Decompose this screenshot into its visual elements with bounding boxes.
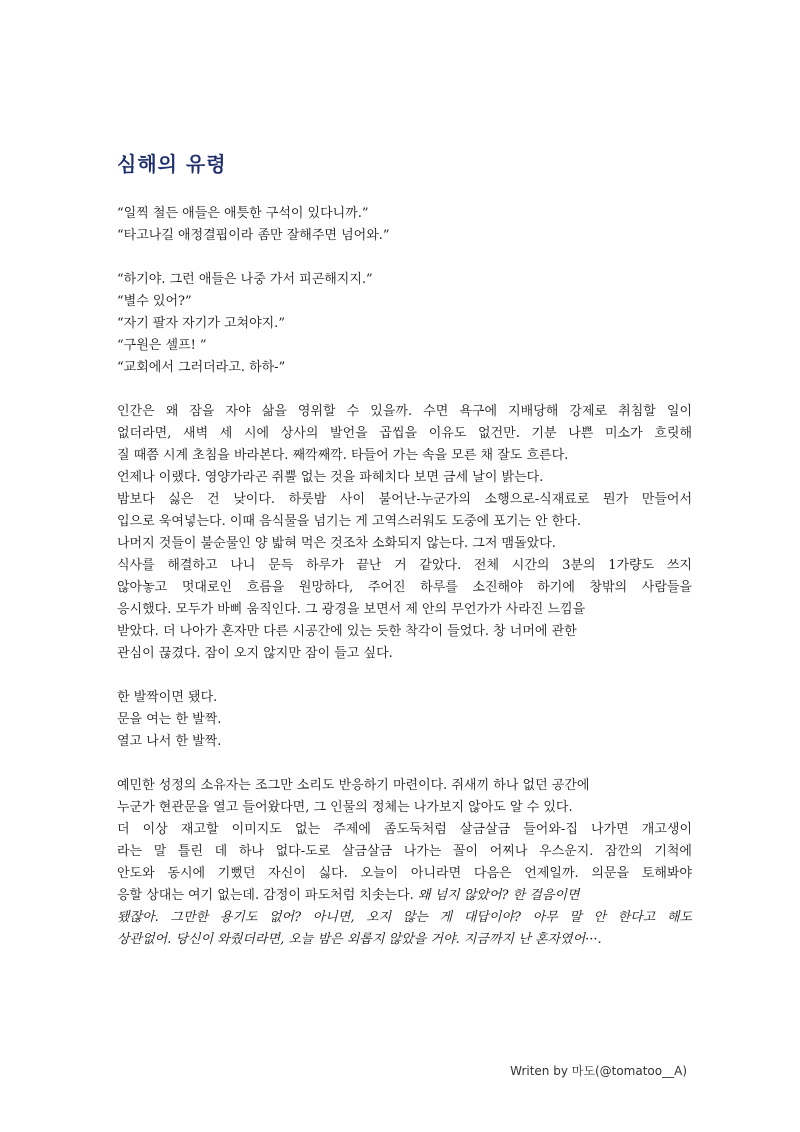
text-line: 밤보다 싫은 건 낮이다. 하룻밤 사이 불어난-누군가의 소행으로-식재료로 뭔가 만들어서 [117, 492, 692, 507]
text-line: 인간은 왜 잠을 자야 삶을 영위할 수 있을까. 수면 욕구에 지배당해 강제로 취침할 일이 [117, 404, 692, 419]
text-line: 언제나 이랬다. 영양가라곤 쥐뿔 없는 것을 파헤치다 보면 금세 날이 밝는다. [117, 470, 544, 485]
italic-text-line: 됐잖아. 그만한 용기도 없어? 아니면, 오지 않는 게 대답이야? 아무 말 안 한다고 해도 [117, 910, 692, 925]
text-line: 질 때쯤 시계 초침을 바라본다. 째깍째깍. 타들어 가는 속을 모른 채 잘도 흐른다. [117, 448, 569, 463]
text-line: 식사를 해결하고 나니 문득 하루가 끝난 거 같았다. 전체 시간의 3분의 1가량도 쓰지 [117, 558, 692, 573]
text-line: 받았다. 더 나아가 혼자만 다른 시공간에 있는 듯한 착각이 들었다. 창 너머에 관한 [117, 624, 577, 639]
italic-text-line: 상관없어. 당신이 와줬더라면, 오늘 밤은 외롭지 않았을 거야. 지금까지 난 혼자였어···. [117, 932, 602, 947]
text-line: 응시했다. 모두가 바삐 움직인다. 그 광경을 보면서 제 안의 무언가가 사라진 느낌을 [117, 602, 586, 617]
author-signature: Writen by 마도(@tomatoo__A) [510, 1064, 687, 1078]
text-segment: 응할 상대는 여기 없는데. 감정이 파도처럼 치솟는다. [117, 888, 418, 903]
text-line: 관심이 끊겼다. 잠이 오지 않지만 잠이 들고 싶다. [117, 646, 393, 661]
text-line: “별수 있어?” [117, 294, 192, 309]
text-line: 없더라면, 새벽 세 시에 상사의 발언을 곱씹을 이유도 없건만. 기분 나쁜 미소가 흐릿해 [117, 426, 692, 441]
text-line: “하기야. 그런 애들은 나중 가서 피곤해지지.” [117, 272, 373, 287]
text-line: 라는 말 틀린 데 하나 없다-도로 살금살금 나가는 꼴이 어찌나 우스운지. 잠깐의 기척에 [117, 844, 692, 859]
narrative-paragraph-1 [117, 401, 692, 665]
text-line: “자기 팔자 자기가 고쳐야지.” [117, 316, 285, 331]
text-line: 않아놓고 멋대로인 흐름을 원망하다, 주어진 하루를 소진해야 하기에 창밖의 사람들을 [117, 580, 692, 595]
document-title: 심해의 유령 [117, 152, 227, 176]
dialogue-paragraph-1 [117, 203, 692, 247]
text-line: 문을 여는 한 발짝. [117, 712, 222, 727]
mixed-text-line [117, 885, 692, 907]
document-body [117, 203, 692, 973]
text-line: “타고나길 애정결핍이라 좀만 잘해주면 넘어와.” [117, 228, 390, 243]
text-line: 입으로 욱여넣는다. 이때 음식물을 넘기는 게 고역스러워도 도중에 포기는 안 한다. [117, 514, 582, 529]
italic-text-segment: 왜 넘지 않았어? 한 걸음이면 [417, 888, 580, 903]
text-line: “교회에서 그러더라고. 하하-” [117, 360, 286, 375]
dialogue-paragraph-2 [117, 269, 692, 379]
narrative-paragraph-2 [117, 775, 692, 951]
text-line: 열고 나서 한 발짝. [117, 734, 222, 749]
short-lines-paragraph [117, 687, 692, 753]
text-line: 한 발짝이면 됐다. [117, 690, 218, 705]
text-line: 안도와 동시에 기뻤던 자신이 싫다. 오늘이 아니라면 다음은 언제일까. 의문을 토해봐야 [117, 866, 692, 881]
text-line: 예민한 성정의 소유자는 조그만 소리도 반응하기 마련이다. 쥐새끼 하나 없던 공간에 [117, 778, 590, 793]
text-line: 더 이상 재고할 이미지도 없는 주제에 좀도둑처럼 살금살금 들어와-집 나가면 개고생이 [117, 822, 692, 837]
text-line: 누군가 현관문을 열고 들어왔다면, 그 인물의 정체는 나가보지 않아도 알 수 있다. [117, 800, 573, 815]
text-line: 나머지 것들이 불순물인 양 밟혀 먹은 것조차 소화되지 않는다. 그저 맴돌았다. [117, 536, 556, 551]
text-line: “구원은 셀프! ” [117, 338, 207, 353]
text-line: “일찍 철든 애들은 애틋한 구석이 있다니까.” [117, 206, 369, 221]
